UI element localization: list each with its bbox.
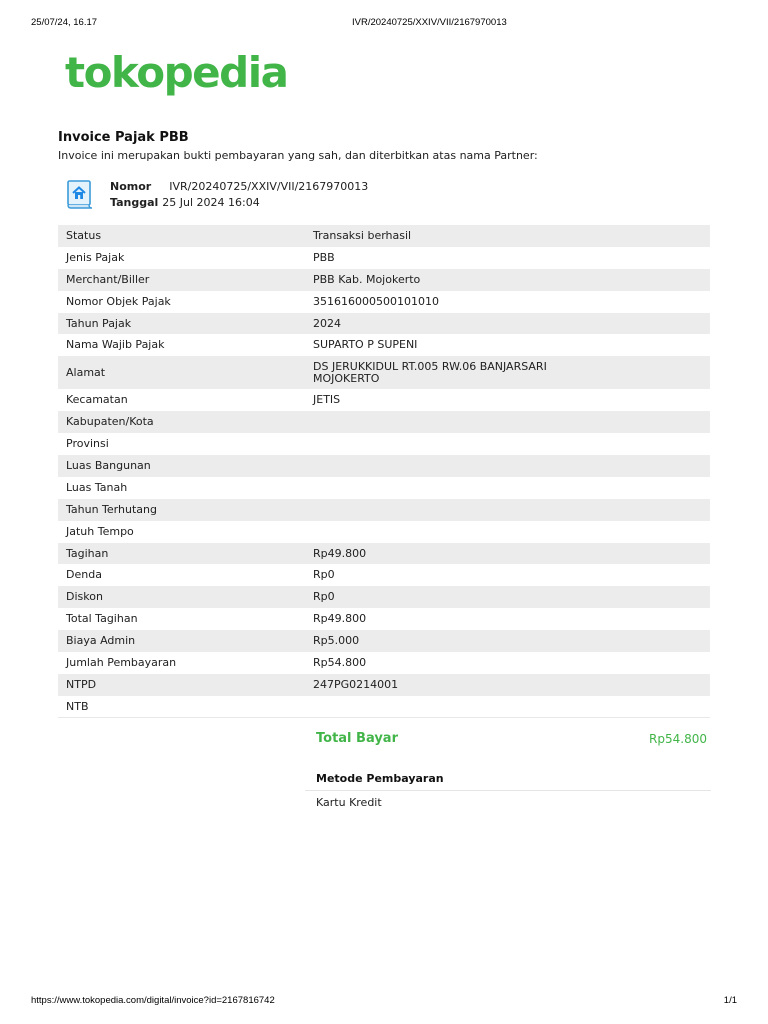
table-row xyxy=(58,521,710,543)
invoice-date-label: Tanggal xyxy=(110,196,159,209)
table-row xyxy=(58,652,710,674)
invoice-date-row xyxy=(110,196,260,209)
table-row xyxy=(58,499,710,521)
row-value: 2024 xyxy=(305,313,710,335)
invoice-number-value: IVR/20240725/XXIV/VII/2167970013 xyxy=(169,180,369,193)
table-row xyxy=(58,411,710,433)
row-value xyxy=(305,696,710,718)
row-value: Rp49.800 xyxy=(313,612,367,626)
row-value: Rp54.800 xyxy=(313,655,367,669)
table-row xyxy=(58,313,710,335)
row-value: 351616000500101010 xyxy=(313,294,439,308)
row-label: Luas Bangunan xyxy=(58,455,305,477)
row-label: Nomor Objek Pajak xyxy=(66,294,171,308)
document-home-icon xyxy=(64,178,96,210)
row-label: Alamat xyxy=(58,356,305,389)
row-value xyxy=(305,455,710,477)
print-url: https://www.tokopedia.com/digital/invoice?id=2167816742 xyxy=(31,995,275,1006)
row-label: Kecamatan xyxy=(66,393,128,407)
invoice-number-label: Nomor xyxy=(110,180,152,193)
row-value xyxy=(305,356,710,389)
address-line-1: DS JERUKKIDUL RT.005 RW.06 BANJARSARI xyxy=(313,359,547,373)
invoice-details-table xyxy=(58,225,710,718)
print-datetime: 25/07/24, 16.17 xyxy=(31,17,98,28)
row-label: Merchant/Biller xyxy=(58,269,305,291)
table-row xyxy=(58,674,710,696)
row-label: Jumlah Pembayaran xyxy=(66,655,177,669)
table-row xyxy=(58,225,710,247)
row-value: Rp5.000 xyxy=(305,630,710,652)
table-row xyxy=(58,334,710,356)
invoice-title: Invoice Pajak PBB xyxy=(58,130,189,145)
invoice-subtitle: Invoice ini merupakan bukti pembayaran yang sah, dan diterbitkan atas nama Partner: xyxy=(58,149,538,162)
table-row xyxy=(58,356,710,389)
row-value xyxy=(305,433,710,455)
payment-method-title: Metode Pembayaran xyxy=(316,772,444,785)
row-value: JETIS xyxy=(313,393,341,407)
row-label: Jatuh Tempo xyxy=(66,524,134,538)
row-label: Denda xyxy=(66,568,102,582)
row-value xyxy=(305,411,710,433)
table-row xyxy=(58,608,710,630)
row-value: SUPARTO P SUPENI xyxy=(313,338,418,352)
table-row xyxy=(58,433,710,455)
table-row xyxy=(58,455,710,477)
row-value xyxy=(305,499,710,521)
total-bayar-label: Total Bayar xyxy=(316,731,398,746)
invoice-number-row xyxy=(110,180,368,193)
row-label: Tahun Pajak xyxy=(58,313,305,335)
payment-method-value: Kartu Kredit xyxy=(316,796,382,809)
table-row xyxy=(58,291,710,313)
row-label: Tahun Terhutang xyxy=(58,499,305,521)
table-row xyxy=(58,564,710,586)
row-label: Biaya Admin xyxy=(58,630,305,652)
table-row xyxy=(58,586,710,608)
row-value: Rp0 xyxy=(305,586,710,608)
table-row xyxy=(58,389,710,411)
print-doc-title: IVR/20240725/XXIV/VII/2167970013 xyxy=(352,17,507,28)
row-label: Nama Wajib Pajak xyxy=(66,338,165,352)
row-label: Tagihan xyxy=(58,543,305,565)
print-page-number: 1/1 xyxy=(723,995,737,1006)
row-label: Provinsi xyxy=(66,437,109,451)
row-label: Diskon xyxy=(58,586,305,608)
row-value xyxy=(305,521,710,543)
row-label: Kabupaten/Kota xyxy=(58,411,305,433)
row-label: Total Tagihan xyxy=(66,612,138,626)
row-label: NTB xyxy=(58,696,305,718)
table-row xyxy=(58,477,710,499)
row-value: Transaksi berhasil xyxy=(305,225,710,247)
row-value xyxy=(305,477,710,499)
row-value: PBB xyxy=(313,250,335,264)
row-value: Rp0 xyxy=(313,568,335,582)
row-label: Jenis Pajak xyxy=(66,250,125,264)
table-row xyxy=(58,247,710,269)
tokopedia-logo: tokopedia xyxy=(65,48,288,97)
table-row xyxy=(58,543,710,565)
row-label: Status xyxy=(58,225,305,247)
divider xyxy=(305,790,711,791)
total-bayar-value: Rp54.800 xyxy=(649,732,707,746)
invoice-date-value: 25 Jul 2024 16:04 xyxy=(162,196,260,209)
table-row xyxy=(58,630,710,652)
row-label: Luas Tanah xyxy=(66,480,128,494)
row-value: Rp49.800 xyxy=(305,543,710,565)
table-row xyxy=(58,696,710,718)
row-label: NTPD xyxy=(58,674,305,696)
address-line-2: MOJOKERTO xyxy=(313,371,380,385)
row-value: 247PG0214001 xyxy=(305,674,710,696)
table-row xyxy=(58,269,710,291)
row-value: PBB Kab. Mojokerto xyxy=(305,269,710,291)
